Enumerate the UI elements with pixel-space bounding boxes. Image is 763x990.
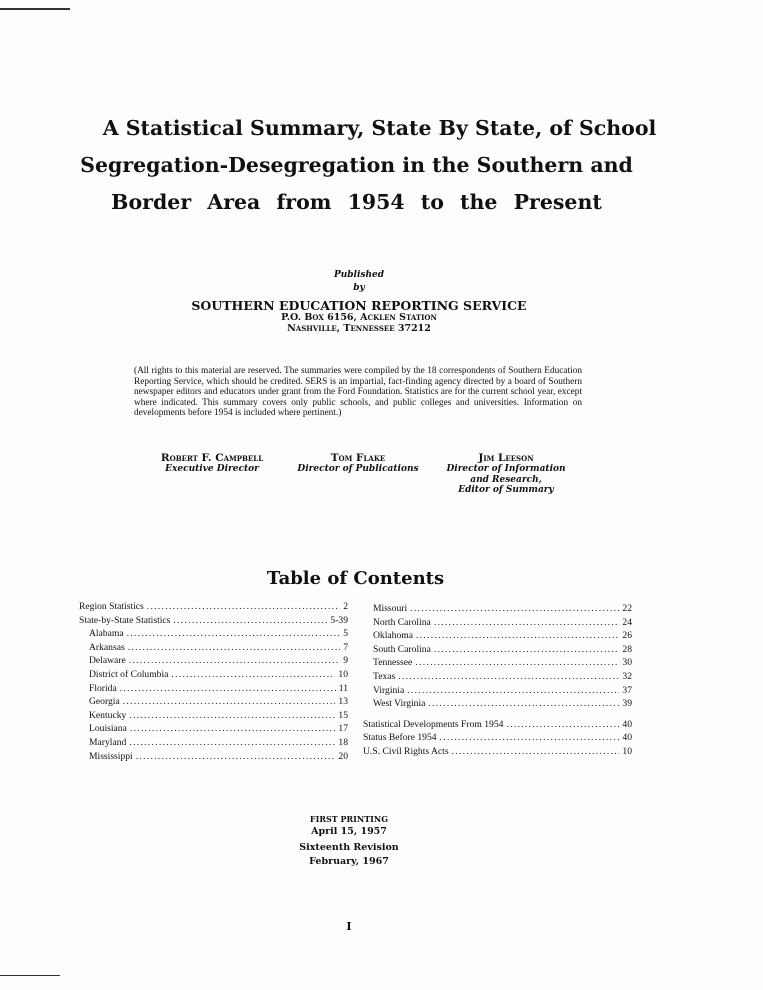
toc-entry[interactable]: Georgia ..... 13: [79, 695, 348, 709]
toc-entry[interactable]: South Carolina ..... 28: [363, 643, 632, 657]
first-printing-date: April 15, 1957: [311, 826, 387, 837]
toc-entry[interactable]: Kentucky ..... 15: [79, 709, 348, 723]
staff-role: Director of Publications: [297, 464, 419, 474]
toc-entry[interactable]: Region Statistics ..... 2: [79, 600, 348, 614]
staff-name: Robert F. Campbell: [160, 452, 264, 464]
revision-date: February, 1967: [309, 856, 389, 867]
toc-entry[interactable]: Status Before 1954 ..... 40: [363, 731, 632, 745]
toc-left-column: [79, 600, 348, 763]
staff-name: Tom Flake: [330, 452, 386, 464]
title-line-1: A Statistical Summary, State By State, of School: [102, 116, 657, 140]
staff-campbell: [132, 452, 292, 475]
toc-right-column: [363, 602, 632, 759]
published-label: Published: [333, 270, 385, 280]
toc-entry[interactable]: Statistical Developments From 1954 ..... 40: [363, 718, 632, 732]
by-label: by: [353, 283, 365, 293]
toc-entry[interactable]: Arkansas ..... 7: [79, 641, 348, 655]
toc-entry[interactable]: North Carolina ..... 24: [363, 616, 632, 630]
revision-label: Sixteenth Revision: [299, 842, 399, 853]
staff-name: Jim Leeson: [478, 452, 534, 464]
toc-entry[interactable]: Louisiana ..... 17: [79, 722, 348, 736]
staff-flake: [288, 452, 428, 475]
staff-role: Executive Director: [165, 464, 259, 474]
scan-artifact-top: [0, 8, 70, 10]
toc-heading: Table of Contents: [266, 568, 445, 589]
toc-entry[interactable]: Delaware ..... 9: [79, 654, 348, 668]
staff-role: Editor of Summary: [458, 485, 554, 495]
toc-entry[interactable]: Texas ..... 32: [363, 670, 632, 684]
toc-entry[interactable]: U.S. Civil Rights Acts ..... 10: [363, 745, 632, 759]
title-line-2: Segregation-Desegregation in the Southern and: [80, 153, 633, 177]
scan-artifact-bottom: [0, 975, 60, 976]
toc-entry[interactable]: District of Columbia ..... 10: [79, 668, 348, 682]
toc-entry[interactable]: Florida ..... 11: [79, 682, 348, 696]
staff-leeson: [436, 452, 576, 496]
page-number: I: [346, 920, 352, 933]
toc-entry[interactable]: Virginia ..... 37: [363, 684, 632, 698]
toc-entry[interactable]: State-by-State Statistics ..... 5-39: [79, 614, 348, 628]
toc-entry[interactable]: Tennessee ..... 30: [363, 656, 632, 670]
toc-entry[interactable]: West Virginia ..... 39: [363, 697, 632, 711]
publisher-address-1: P.O. Box 6156, Acklen Station: [281, 312, 437, 323]
staff-role: and Research,: [470, 474, 542, 485]
rights-notice: (All rights to this material are reserved. The summaries were compiled by the 18 correspondents of Southern Education Reporting Service, which should be credited. SERS is an impartial, fact-finding agency directed by a board of Southern newspaper editors and educators under grant from the Ford Foundation. Statistics are for the current school year, except where indicated. This summary covers only public schools, and public colleges and universities. Information on developments before 1954 is included where pertinent.): [134, 366, 582, 419]
title-line-3: Border Area from 1954 to the Present: [111, 190, 602, 214]
staff-role: Director of Information: [446, 464, 566, 474]
toc-entry[interactable]: Oklahoma ..... 26: [363, 629, 632, 643]
publisher-address-2: Nashville, Tennessee 37212: [287, 323, 431, 334]
publisher-name: SOUTHERN EDUCATION REPORTING SERVICE: [191, 298, 527, 313]
toc-entry[interactable]: Alabama ..... 5: [79, 627, 348, 641]
toc-entry[interactable]: Maryland ..... 18: [79, 736, 348, 750]
toc-entry[interactable]: Missouri ..... 22: [363, 602, 632, 616]
first-printing-label: FIRST PRINTING: [309, 814, 389, 824]
toc-entry[interactable]: Mississippi ..... 20: [79, 750, 348, 764]
